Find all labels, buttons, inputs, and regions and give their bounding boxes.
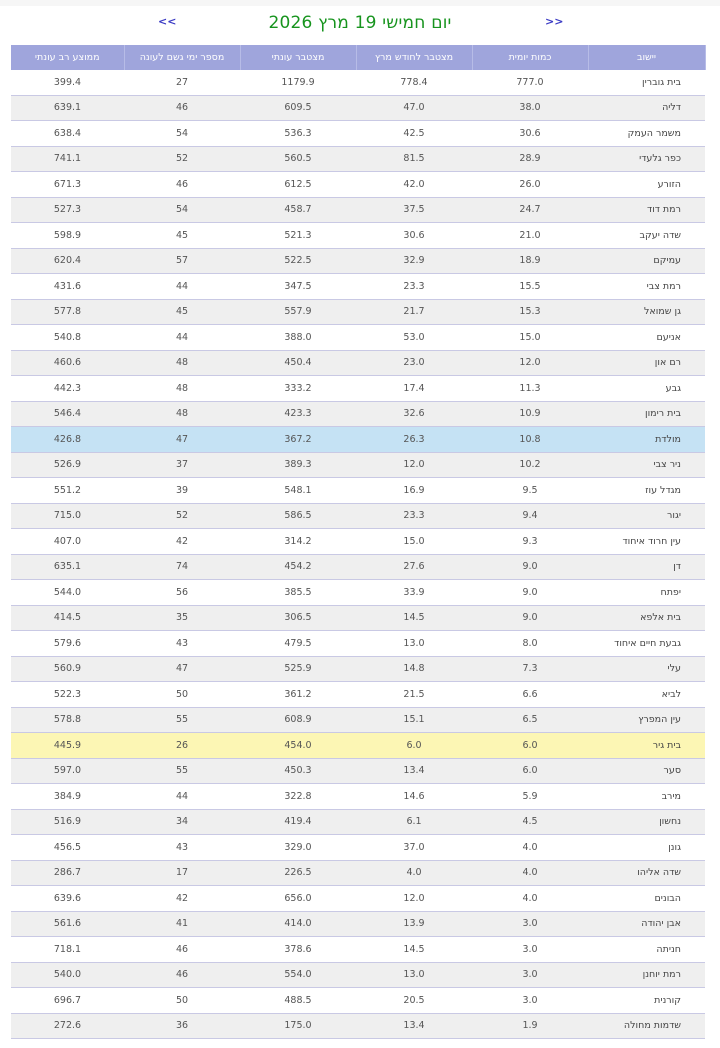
table-row[interactable] [11, 937, 705, 963]
season-cell: 1179.9 [240, 70, 356, 95]
season-cell: 554.0 [240, 962, 356, 988]
average-cell: 671.3 [11, 172, 124, 198]
daily-cell: 28.9 [472, 146, 588, 172]
average-cell: 577.8 [11, 299, 124, 325]
rain-days-cell: 44 [124, 325, 240, 351]
table-row[interactable] [11, 809, 705, 835]
average-cell: 696.7 [11, 988, 124, 1014]
average-cell: 560.9 [11, 656, 124, 682]
table-row[interactable] [11, 70, 705, 95]
table-row[interactable] [11, 631, 705, 657]
table-row[interactable] [11, 988, 705, 1014]
rain-days-cell: 48 [124, 376, 240, 402]
settlement-cell: גונן [588, 835, 705, 861]
settlement-cell: אבן יהודה [588, 911, 705, 937]
month-cell: 13.4 [356, 1013, 472, 1039]
table-row[interactable] [11, 223, 705, 249]
average-cell: 578.8 [11, 707, 124, 733]
month-cell: 6.0 [356, 733, 472, 759]
rain-days-cell: 54 [124, 197, 240, 223]
settlement-cell: יפתח [588, 580, 705, 606]
settlement-cell: גבע [588, 376, 705, 402]
settlement-cell: בית אלפא [588, 605, 705, 631]
settlement-cell: גן שמואל [588, 299, 705, 325]
rain-days-cell: 56 [124, 580, 240, 606]
month-cell: 15.0 [356, 529, 472, 555]
season-cell: 389.3 [240, 452, 356, 478]
month-cell: 27.6 [356, 554, 472, 580]
month-cell: 14.5 [356, 937, 472, 963]
season-cell: 488.5 [240, 988, 356, 1014]
month-cell: 15.1 [356, 707, 472, 733]
average-cell: 456.5 [11, 835, 124, 861]
season-cell: 608.9 [240, 707, 356, 733]
average-cell: 741.1 [11, 146, 124, 172]
season-cell: 525.9 [240, 656, 356, 682]
settlement-cell: יגור [588, 503, 705, 529]
rain-days-cell: 54 [124, 121, 240, 147]
average-cell: 527.3 [11, 197, 124, 223]
daily-cell: 6.6 [472, 682, 588, 708]
settlement-cell: מגדל עוז [588, 478, 705, 504]
month-cell: 42.0 [356, 172, 472, 198]
average-cell: 579.6 [11, 631, 124, 657]
rain-days-cell: 26 [124, 733, 240, 759]
month-cell: 81.5 [356, 146, 472, 172]
daily-cell: 3.0 [472, 937, 588, 963]
settlement-cell: רם און [588, 350, 705, 376]
season-cell: 548.1 [240, 478, 356, 504]
settlement-cell: כפר גלעדי [588, 146, 705, 172]
daily-cell: 24.7 [472, 197, 588, 223]
average-cell: 526.9 [11, 452, 124, 478]
season-cell: 560.5 [240, 146, 356, 172]
table-row[interactable] [11, 427, 705, 453]
settlement-cell: הבונים [588, 886, 705, 912]
table-row[interactable] [11, 758, 705, 784]
average-cell: 639.1 [11, 95, 124, 121]
table-row[interactable] [11, 478, 705, 504]
rain-days-cell: 47 [124, 427, 240, 453]
month-cell: 37.5 [356, 197, 472, 223]
month-cell: 42.5 [356, 121, 472, 147]
season-cell: 378.6 [240, 937, 356, 963]
month-cell: 13.9 [356, 911, 472, 937]
daily-cell: 15.5 [472, 274, 588, 300]
table-row[interactable] [11, 580, 705, 606]
table-row[interactable] [11, 121, 705, 147]
rain-days-cell: 46 [124, 95, 240, 121]
table-row[interactable] [11, 350, 705, 376]
column-header-daily[interactable]: כמות יומית [472, 45, 588, 70]
month-cell: 23.3 [356, 503, 472, 529]
settlement-cell: לביא [588, 682, 705, 708]
daily-cell: 9.0 [472, 580, 588, 606]
month-cell: 13.0 [356, 631, 472, 657]
average-cell: 384.9 [11, 784, 124, 810]
season-cell: 414.0 [240, 911, 356, 937]
rain-days-cell: 45 [124, 223, 240, 249]
table-row[interactable] [11, 1013, 705, 1039]
average-cell: 540.8 [11, 325, 124, 351]
table-row[interactable] [11, 503, 705, 529]
rain-days-cell: 52 [124, 146, 240, 172]
table-body [11, 70, 705, 1039]
rain-days-cell: 50 [124, 682, 240, 708]
settlement-cell: עלי [588, 656, 705, 682]
daily-cell: 38.0 [472, 95, 588, 121]
season-cell: 521.3 [240, 223, 356, 249]
month-cell: 23.0 [356, 350, 472, 376]
average-cell: 445.9 [11, 733, 124, 759]
average-cell: 639.6 [11, 886, 124, 912]
month-cell: 16.9 [356, 478, 472, 504]
rain-days-cell: 43 [124, 631, 240, 657]
table-row[interactable] [11, 554, 705, 580]
average-cell: 546.4 [11, 401, 124, 427]
month-cell: 14.6 [356, 784, 472, 810]
average-cell: 540.0 [11, 962, 124, 988]
month-cell: 32.6 [356, 401, 472, 427]
rain-days-cell: 46 [124, 172, 240, 198]
daily-cell: 777.0 [472, 70, 588, 95]
month-cell: 32.9 [356, 248, 472, 274]
season-cell: 419.4 [240, 809, 356, 835]
settlement-cell: קורנית [588, 988, 705, 1014]
table-row[interactable] [11, 248, 705, 274]
date-header [0, 6, 720, 42]
table-row[interactable] [11, 376, 705, 402]
table-row[interactable] [11, 299, 705, 325]
month-cell: 30.6 [356, 223, 472, 249]
daily-cell: 10.9 [472, 401, 588, 427]
month-cell: 53.0 [356, 325, 472, 351]
average-cell: 522.3 [11, 682, 124, 708]
month-cell: 21.5 [356, 682, 472, 708]
average-cell: 272.6 [11, 1013, 124, 1039]
rain-days-cell: 48 [124, 350, 240, 376]
month-cell: 17.4 [356, 376, 472, 402]
table-row[interactable] [11, 911, 705, 937]
season-cell: 656.0 [240, 886, 356, 912]
rain-days-cell: 36 [124, 1013, 240, 1039]
average-cell: 544.0 [11, 580, 124, 606]
rain-days-cell: 55 [124, 707, 240, 733]
rain-days-cell: 46 [124, 937, 240, 963]
daily-cell: 15.3 [472, 299, 588, 325]
rain-days-cell: 55 [124, 758, 240, 784]
daily-cell: 9.0 [472, 605, 588, 631]
settlement-cell: גבעת חיים איחוד [588, 631, 705, 657]
daily-cell: 7.3 [472, 656, 588, 682]
daily-cell: 10.8 [472, 427, 588, 453]
average-cell: 442.3 [11, 376, 124, 402]
settlement-cell: רמת צבי [588, 274, 705, 300]
table-row[interactable] [11, 172, 705, 198]
season-cell: 361.2 [240, 682, 356, 708]
rain-days-cell: 17 [124, 860, 240, 886]
daily-cell: 4.0 [472, 835, 588, 861]
average-cell: 635.1 [11, 554, 124, 580]
settlement-cell: בית גוברין [588, 70, 705, 95]
rain-days-cell: 39 [124, 478, 240, 504]
next-day-button[interactable]: >> [545, 15, 564, 28]
settlement-cell: שדמות מחולה [588, 1013, 705, 1039]
average-cell: 638.4 [11, 121, 124, 147]
daily-cell: 9.0 [472, 554, 588, 580]
month-cell: 778.4 [356, 70, 472, 95]
season-cell: 226.5 [240, 860, 356, 886]
season-cell: 367.2 [240, 427, 356, 453]
season-cell: 522.5 [240, 248, 356, 274]
month-cell: 4.0 [356, 860, 472, 886]
table-row[interactable] [11, 325, 705, 351]
rain-days-cell: 52 [124, 503, 240, 529]
settlement-cell: מולדת [588, 427, 705, 453]
season-cell: 329.0 [240, 835, 356, 861]
average-cell: 414.5 [11, 605, 124, 631]
daily-cell: 30.6 [472, 121, 588, 147]
rain-days-cell: 41 [124, 911, 240, 937]
settlement-cell: סער [588, 758, 705, 784]
season-cell: 586.5 [240, 503, 356, 529]
daily-cell: 9.5 [472, 478, 588, 504]
settlement-cell: בית גיר [588, 733, 705, 759]
season-cell: 333.2 [240, 376, 356, 402]
daily-cell: 21.0 [472, 223, 588, 249]
daily-cell: 12.0 [472, 350, 588, 376]
rain-days-cell: 46 [124, 962, 240, 988]
season-cell: 306.5 [240, 605, 356, 631]
month-cell: 14.5 [356, 605, 472, 631]
daily-cell: 9.4 [472, 503, 588, 529]
average-cell: 561.6 [11, 911, 124, 937]
month-cell: 23.3 [356, 274, 472, 300]
average-cell: 598.9 [11, 223, 124, 249]
daily-cell: 6.5 [472, 707, 588, 733]
table-row[interactable] [11, 274, 705, 300]
average-cell: 431.6 [11, 274, 124, 300]
rain-days-cell: 47 [124, 656, 240, 682]
column-header-settlement[interactable]: יישוב [588, 45, 705, 70]
table-row[interactable] [11, 605, 705, 631]
rain-days-cell: 50 [124, 988, 240, 1014]
settlement-cell: דליה [588, 95, 705, 121]
daily-cell: 18.9 [472, 248, 588, 274]
settlement-cell: רמת דוד [588, 197, 705, 223]
daily-cell: 6.0 [472, 758, 588, 784]
month-cell: 26.3 [356, 427, 472, 453]
daily-cell: 1.9 [472, 1013, 588, 1039]
table-header-row [11, 45, 705, 70]
rainfall-table [11, 45, 706, 1039]
rain-days-cell: 43 [124, 835, 240, 861]
settlement-cell: חניתה [588, 937, 705, 963]
month-cell: 20.5 [356, 988, 472, 1014]
month-cell: 12.0 [356, 886, 472, 912]
daily-cell: 8.0 [472, 631, 588, 657]
table-row[interactable] [11, 682, 705, 708]
column-header-rain-days[interactable]: מספר ימי גשם לעונה [124, 45, 240, 70]
settlement-cell: עין חרוד איחוד [588, 529, 705, 555]
average-cell: 407.0 [11, 529, 124, 555]
column-header-average[interactable]: ממוצע רב עונתי [11, 45, 124, 70]
table-row[interactable] [11, 733, 705, 759]
settlement-cell: ניר צבי [588, 452, 705, 478]
month-cell: 12.0 [356, 452, 472, 478]
settlement-cell: נחשון [588, 809, 705, 835]
table-row[interactable] [11, 886, 705, 912]
average-cell: 399.4 [11, 70, 124, 95]
page-title: יום חמישי 19 מרץ 2026 [268, 13, 452, 33]
month-cell: 47.0 [356, 95, 472, 121]
settlement-cell: הזורע [588, 172, 705, 198]
season-cell: 609.5 [240, 95, 356, 121]
settlement-cell: דן [588, 554, 705, 580]
daily-cell: 9.3 [472, 529, 588, 555]
season-cell: 175.0 [240, 1013, 356, 1039]
table-row[interactable] [11, 656, 705, 682]
table-row[interactable] [11, 529, 705, 555]
daily-cell: 10.2 [472, 452, 588, 478]
season-cell: 322.8 [240, 784, 356, 810]
settlement-cell: שדה אליהו [588, 860, 705, 886]
table-row[interactable] [11, 707, 705, 733]
settlement-cell: מירב [588, 784, 705, 810]
season-cell: 450.3 [240, 758, 356, 784]
season-cell: 423.3 [240, 401, 356, 427]
rain-days-cell: 74 [124, 554, 240, 580]
rain-days-cell: 42 [124, 529, 240, 555]
month-cell: 13.0 [356, 962, 472, 988]
average-cell: 597.0 [11, 758, 124, 784]
prev-day-button[interactable]: << [158, 15, 177, 28]
average-cell: 426.8 [11, 427, 124, 453]
month-cell: 14.8 [356, 656, 472, 682]
average-cell: 286.7 [11, 860, 124, 886]
month-cell: 6.1 [356, 809, 472, 835]
rain-days-cell: 44 [124, 274, 240, 300]
season-cell: 347.5 [240, 274, 356, 300]
average-cell: 620.4 [11, 248, 124, 274]
month-cell: 21.7 [356, 299, 472, 325]
daily-cell: 11.3 [472, 376, 588, 402]
rain-days-cell: 44 [124, 784, 240, 810]
average-cell: 460.6 [11, 350, 124, 376]
daily-cell: 6.0 [472, 733, 588, 759]
rain-days-cell: 42 [124, 886, 240, 912]
month-cell: 13.4 [356, 758, 472, 784]
rain-days-cell: 34 [124, 809, 240, 835]
table-row[interactable] [11, 95, 705, 121]
table-row[interactable] [11, 962, 705, 988]
daily-cell: 5.9 [472, 784, 588, 810]
rain-days-cell: 27 [124, 70, 240, 95]
rain-days-cell: 57 [124, 248, 240, 274]
season-cell: 385.5 [240, 580, 356, 606]
settlement-cell: עמיקם [588, 248, 705, 274]
table-row[interactable] [11, 452, 705, 478]
table-row[interactable] [11, 197, 705, 223]
season-cell: 450.4 [240, 350, 356, 376]
rain-days-cell: 35 [124, 605, 240, 631]
table-row[interactable] [11, 146, 705, 172]
column-header-season[interactable]: מצטבר עונתי [240, 45, 356, 70]
month-cell: 33.9 [356, 580, 472, 606]
table-row[interactable] [11, 860, 705, 886]
settlement-cell: עין המפרץ [588, 707, 705, 733]
daily-cell: 4.0 [472, 860, 588, 886]
season-cell: 314.2 [240, 529, 356, 555]
average-cell: 715.0 [11, 503, 124, 529]
daily-cell: 4.5 [472, 809, 588, 835]
season-cell: 557.9 [240, 299, 356, 325]
daily-cell: 4.0 [472, 886, 588, 912]
daily-cell: 3.0 [472, 988, 588, 1014]
table-row[interactable] [11, 835, 705, 861]
average-cell: 718.1 [11, 937, 124, 963]
daily-cell: 26.0 [472, 172, 588, 198]
average-cell: 551.2 [11, 478, 124, 504]
season-cell: 479.5 [240, 631, 356, 657]
season-cell: 612.5 [240, 172, 356, 198]
rain-days-cell: 37 [124, 452, 240, 478]
settlement-cell: רמת יוחנן [588, 962, 705, 988]
settlement-cell: משמר העמק [588, 121, 705, 147]
daily-cell: 3.0 [472, 962, 588, 988]
rain-days-cell: 45 [124, 299, 240, 325]
settlement-cell: אניעם [588, 325, 705, 351]
season-cell: 454.2 [240, 554, 356, 580]
season-cell: 536.3 [240, 121, 356, 147]
table-row[interactable] [11, 784, 705, 810]
rain-days-cell: 48 [124, 401, 240, 427]
settlement-cell: שדה יעקב [588, 223, 705, 249]
settlement-cell: בית רימון [588, 401, 705, 427]
daily-cell: 15.0 [472, 325, 588, 351]
month-cell: 37.0 [356, 835, 472, 861]
season-cell: 458.7 [240, 197, 356, 223]
column-header-month[interactable]: מצטבר לחודש מרץ [356, 45, 472, 70]
season-cell: 388.0 [240, 325, 356, 351]
season-cell: 454.0 [240, 733, 356, 759]
table-row[interactable] [11, 401, 705, 427]
daily-cell: 3.0 [472, 911, 588, 937]
average-cell: 516.9 [11, 809, 124, 835]
